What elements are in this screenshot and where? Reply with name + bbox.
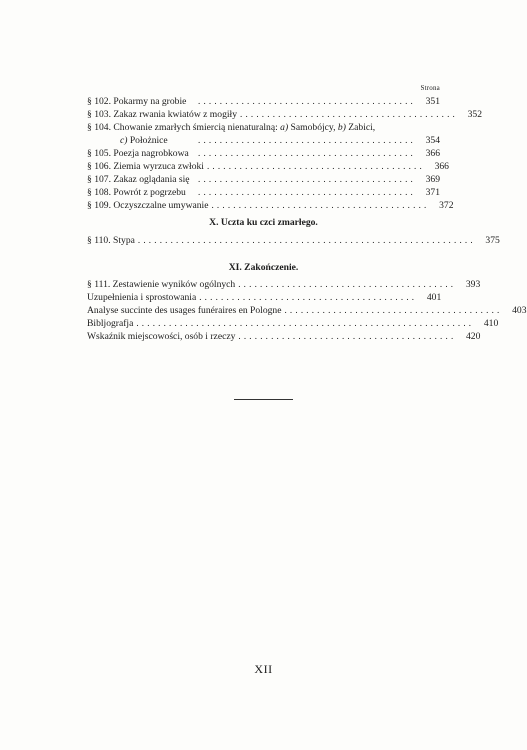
toc-leader-dots: ........................................ <box>199 292 418 302</box>
toc-entry-label: § 111. Zestawienie wyników ogólnych <box>87 279 236 290</box>
toc-subitem-text-b: Zabici, <box>345 122 376 133</box>
toc-page-number: 375 <box>485 235 500 246</box>
toc-entry-analyse <box>87 304 527 317</box>
toc-entry-bibliography <box>87 317 499 330</box>
toc-leader-dots: ........................................ <box>238 331 457 341</box>
toc-entry-supplements <box>87 291 440 304</box>
section-title-xi: XI. Zakończenie. <box>228 262 299 273</box>
toc-entry-label: § 106. Ziemia wyrzuca zwłoki <box>87 161 204 172</box>
toc-leader-dots: ........................................ <box>238 279 457 289</box>
toc-leader-dots: ........................................ <box>198 135 416 145</box>
section-title-x: X. Uczta ku czci zmarłego. <box>209 217 318 228</box>
toc-entry-label-continued <box>87 134 171 147</box>
toc-leader-dots: .............................................................. <box>136 318 475 328</box>
toc-page-number: 410 <box>483 318 499 329</box>
toc-entry-111 <box>87 278 481 291</box>
toc-page-number: 369 <box>425 174 440 185</box>
toc-entry-label: § 109. Oczyszczalne umywanie <box>87 200 209 211</box>
toc-leader-dots: ........................................ <box>198 148 416 158</box>
toc-page-number: 372 <box>439 200 454 211</box>
toc-leader-dots: ........................................ <box>240 109 458 119</box>
toc-page-number: 403 <box>512 305 527 316</box>
toc-entry-label: § 105. Poezja nagrobkowa <box>87 148 189 159</box>
toc-entry-107 <box>87 173 440 186</box>
toc-entry-105 <box>87 147 440 160</box>
toc-page-number: 352 <box>467 109 482 120</box>
toc-block-x <box>87 234 500 247</box>
toc-entry-104-line-1 <box>87 121 440 134</box>
toc-entry-label: Wskaźnik miejscowości, osób i rzeczy <box>87 331 236 342</box>
toc-leader-dots: ........................................ <box>284 305 503 315</box>
toc-entry-108 <box>87 186 440 199</box>
toc-entry-104-line-2 <box>87 134 440 147</box>
toc-entry-label: Analyse succinte des usages funéraires en Pologne <box>87 305 282 316</box>
toc-entry-109 <box>87 199 454 212</box>
toc-page-number: 420 <box>466 331 481 342</box>
toc-entry-label: Bibljografja <box>87 318 134 329</box>
toc-subitem-marker-c: c) <box>120 135 128 146</box>
toc-entry-label: Uzupełnienia i sprostowania <box>87 292 197 303</box>
toc-subitem-marker-b: b) <box>337 122 346 133</box>
toc-entry-label: § 103. Zakaz rwania kwiatów z mogiły <box>87 109 237 120</box>
toc-leader-dots: .............................................................. <box>137 235 476 245</box>
divider-rule <box>234 399 293 400</box>
toc-entry-103 <box>87 108 482 121</box>
page-number: XII <box>254 662 273 676</box>
toc-entry-102 <box>87 95 440 108</box>
toc-page-number: 351 <box>425 96 440 107</box>
toc-leader-dots: ........................................ <box>198 174 416 184</box>
toc-subitem-marker-a: a) <box>280 122 289 133</box>
toc-leader-dots: ........................................ <box>211 200 430 210</box>
toc-page-number: 366 <box>425 148 440 159</box>
toc-entry-label: § 102. Pokarmy na grobie <box>87 96 187 107</box>
toc-leader-dots: ........................................ <box>206 161 425 171</box>
toc-leader-dots: ........................................ <box>198 187 416 197</box>
toc-page-number: 401 <box>426 292 442 303</box>
toc-entry-index <box>87 330 481 343</box>
toc-page-number: 393 <box>465 279 481 290</box>
toc-entry-label: § 110. Stypa <box>87 235 135 246</box>
toc-entry-106 <box>87 160 449 173</box>
toc-page-number: 371 <box>425 187 440 198</box>
toc-entry-label: § 107. Zakaz oglądania się <box>87 174 190 185</box>
toc-leader-dots: ........................................ <box>198 96 416 106</box>
page-column-label: Strona <box>420 84 440 92</box>
toc-entry-label: § 108. Powrót z pogrzebu <box>87 187 186 198</box>
toc-entry-110 <box>87 234 500 247</box>
toc-entry-label: § 104. Chowanie zmarłych śmiercią nienaturalną: <box>87 122 281 133</box>
toc-page-number: 354 <box>425 135 440 146</box>
toc-block-xi <box>87 278 527 343</box>
toc-page-number: 366 <box>434 161 449 172</box>
toc-subitem-text-c: Położnice <box>127 135 168 146</box>
toc-subitem-text-a: Samobójcy, <box>288 122 338 133</box>
toc-block-1 <box>87 95 482 212</box>
